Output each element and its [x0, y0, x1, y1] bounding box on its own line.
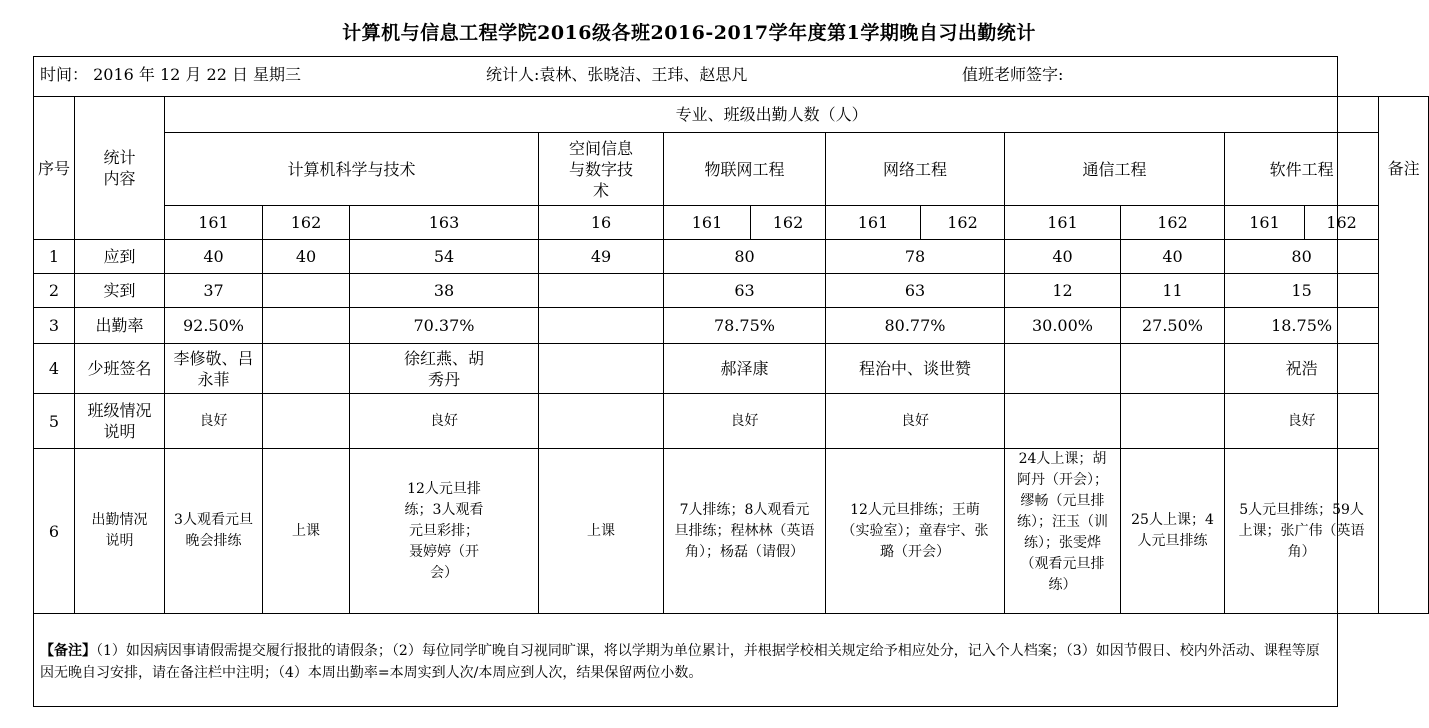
class-cell: 161 [1225, 206, 1305, 240]
row-label: 出勤情况说明 [75, 449, 165, 614]
table-row [34, 449, 1429, 614]
class-cell: 162 [751, 206, 826, 240]
data-cell: 40 [263, 240, 350, 274]
data-cell: 49 [539, 240, 664, 274]
class-cell: 162 [1121, 206, 1225, 240]
table-row [34, 274, 1429, 308]
data-cell: 92.50% [165, 308, 263, 344]
class-cell: 162 [263, 206, 350, 240]
data-cell: 80 [1225, 240, 1379, 274]
notes-label: 【备注】 [40, 643, 96, 659]
data-cell [263, 308, 350, 344]
data-cell: 37 [165, 274, 263, 308]
major-comm: 通信工程 [1005, 133, 1225, 206]
page-title: 计算机与信息工程学院2016级各班2016-2017学年度第1学期晚自习出勤统计 [342, 22, 1036, 44]
teacher-signature-field: 值班老师签字: [962, 65, 1064, 84]
data-cell [539, 274, 664, 308]
data-cell: 80.77% [826, 308, 1005, 344]
data-cell: 郝泽康 [664, 344, 826, 394]
data-cell: 李修敬、吕永菲 [165, 344, 263, 394]
data-cell [1121, 344, 1225, 394]
row-label: 少班签名 [75, 344, 165, 394]
data-cell: 7人排练；8人观看元旦排练；程林林（英语角）；杨磊（请假） [664, 449, 826, 614]
data-cell: 12人元旦排练；3人观看元旦彩排；聂婷婷（开会） [350, 449, 539, 614]
table-row [34, 394, 1429, 449]
data-cell: 11 [1121, 274, 1225, 308]
data-cell: 40 [1121, 240, 1225, 274]
attendance-table [33, 96, 1429, 614]
data-cell: 徐红燕、胡秀丹 [350, 344, 539, 394]
class-cell: 162 [1305, 206, 1379, 240]
seq-cell: 6 [34, 449, 75, 614]
data-cell: 3人观看元旦晚会排练 [165, 449, 263, 614]
major-network: 网络工程 [826, 133, 1005, 206]
data-cell [1121, 394, 1225, 449]
row-label: 出勤率 [75, 308, 165, 344]
table-row [34, 344, 1429, 394]
group-header: 专业、班级出勤人数（人） [165, 97, 1379, 133]
header-row-classes [34, 206, 1429, 240]
data-cell: 良好 [1225, 394, 1379, 449]
class-cell: 161 [664, 206, 751, 240]
class-cell: 161 [165, 206, 263, 240]
class-cell: 16 [539, 206, 664, 240]
date-field: 时间： 2016 年 12 月 22 日 星期三 [40, 65, 302, 84]
notes-text: （1）如因病因事请假需提交履行报批的请假条；（2）每位同学旷晚自习视同旷课，将以学期为单位累计，并根据学校相关规定给予相应处分，记入个人档案；（3）如因节假日、校内外活动、课程等原因无晚自习安排，请在备注栏中注明；（4）本周出勤率=本周实到人次/本周应到人次，结果保留两位小数。 [40, 643, 1320, 681]
data-cell: 良好 [165, 394, 263, 449]
header-row-majors [34, 133, 1429, 206]
major-spatial: 空间信息与数字技术 [539, 133, 664, 206]
data-cell: 78.75% [664, 308, 826, 344]
data-cell: 38 [350, 274, 539, 308]
seq-header: 序号 [34, 97, 75, 240]
seq-cell: 3 [34, 308, 75, 344]
data-cell: 25人上课；4人元旦排练 [1121, 449, 1225, 614]
class-cell: 162 [921, 206, 1005, 240]
remark-header: 备注 [1379, 97, 1429, 240]
notes-section [40, 640, 1330, 684]
data-cell: 良好 [826, 394, 1005, 449]
table-row [34, 308, 1429, 344]
data-cell [263, 274, 350, 308]
data-cell: 70.37% [350, 308, 539, 344]
data-cell [539, 344, 664, 394]
seq-cell: 4 [34, 344, 75, 394]
data-cell: 80 [664, 240, 826, 274]
data-cell: 40 [165, 240, 263, 274]
data-cell: 12人元旦排练；王萌（实验室）；童春宇、张璐（开会） [826, 449, 1005, 614]
data-cell: 40 [1005, 240, 1121, 274]
class-cell: 161 [1005, 206, 1121, 240]
major-iot: 物联网工程 [664, 133, 826, 206]
data-cell [539, 308, 664, 344]
data-cell: 18.75% [1225, 308, 1379, 344]
data-cell: 良好 [350, 394, 539, 449]
class-cell: 163 [350, 206, 539, 240]
data-cell: 良好 [664, 394, 826, 449]
header-row-1 [34, 97, 1429, 133]
data-cell [263, 394, 350, 449]
data-cell: 上课 [263, 449, 350, 614]
data-cell: 5人元旦排练；59人上课；张广伟（英语角） [1225, 449, 1379, 614]
data-cell: 祝浩 [1225, 344, 1379, 394]
data-cell: 程治中、谈世赞 [826, 344, 1005, 394]
data-cell: 30.00% [1005, 308, 1121, 344]
data-cell: 15 [1225, 274, 1379, 308]
data-cell [1005, 344, 1121, 394]
data-cell: 54 [350, 240, 539, 274]
row-label: 应到 [75, 240, 165, 274]
seq-cell: 5 [34, 394, 75, 449]
data-cell [539, 394, 664, 449]
seq-cell: 1 [34, 240, 75, 274]
data-cell: 24人上课；胡阿丹（开会）；缪畅（元旦排练）；汪玉（训练）；张雯烨（观看元旦排练） [1005, 449, 1121, 614]
data-cell: 12 [1005, 274, 1121, 308]
row-label: 实到 [75, 274, 165, 308]
counters-field: 统计人:袁林、张晓洁、王玮、赵思凡 [486, 65, 748, 84]
content-header: 统计内容 [75, 97, 165, 240]
table-row [34, 240, 1429, 274]
data-cell: 27.50% [1121, 308, 1225, 344]
row-label: 班级情况说明 [75, 394, 165, 449]
data-cell: 63 [826, 274, 1005, 308]
major-software: 软件工程 [1225, 133, 1379, 206]
data-cell: 78 [826, 240, 1005, 274]
data-cell: 63 [664, 274, 826, 308]
data-cell: 上课 [539, 449, 664, 614]
remark-cell [1379, 240, 1429, 614]
data-cell [263, 344, 350, 394]
data-cell [1005, 394, 1121, 449]
major-cs: 计算机科学与技术 [165, 133, 539, 206]
seq-cell: 2 [34, 274, 75, 308]
class-cell: 161 [826, 206, 921, 240]
